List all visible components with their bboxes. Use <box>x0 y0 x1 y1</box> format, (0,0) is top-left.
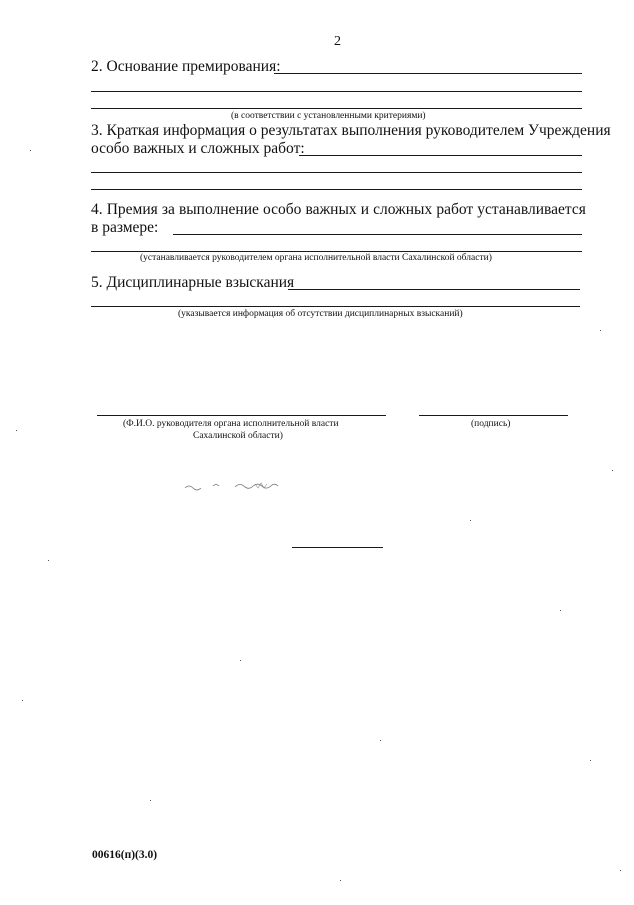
scan-speck <box>340 880 341 881</box>
scan-speck <box>620 870 621 871</box>
section4-line2: в размере: <box>91 219 159 236</box>
section4-word: особо <box>262 201 302 218</box>
scan-speck <box>612 470 613 471</box>
section5-fill-line-2 <box>91 306 580 307</box>
section4-word: за <box>161 201 175 218</box>
section3-fill-line-1 <box>299 155 582 156</box>
section5-label: 5. Дисциплинарные взыскания <box>91 274 295 291</box>
scan-speck <box>16 430 17 431</box>
scan-speck <box>22 700 23 701</box>
section2-hint: (в соответствии с установленными критериями) <box>231 111 426 121</box>
section4-hint: (устанавливается руководителем органа исполнительной власти Сахалинской области) <box>140 253 492 263</box>
scan-scribble <box>183 478 308 494</box>
section4-fill-line-2 <box>91 251 582 252</box>
section4-word: Премия <box>106 201 158 218</box>
scan-speck <box>560 610 561 611</box>
section2-fill-line-1 <box>274 73 582 74</box>
section4-word: выполнение <box>178 201 259 218</box>
name-caption-line2: Сахалинской области) <box>193 431 283 441</box>
section4-line1 <box>91 201 586 219</box>
sign-caption: (подпись) <box>471 419 511 429</box>
signature-line <box>419 415 568 416</box>
section2-label: 2. Основание премирования: <box>91 58 281 75</box>
scan-speck <box>48 560 49 561</box>
section3-line2: особо важных и сложных работ: <box>91 140 305 157</box>
section4-word: 4. <box>91 201 103 218</box>
end-line <box>292 547 383 548</box>
scan-speck <box>600 330 601 331</box>
section5-fill-line-1 <box>288 289 580 290</box>
section3-line1: 3. Краткая информация о результатах выполнения руководителем Учреждения <box>91 122 611 139</box>
name-caption-line1: (Ф.И.О. руководителя органа исполнительной власти <box>123 419 339 429</box>
section2-fill-line-2 <box>91 91 582 92</box>
scan-speck <box>150 800 151 801</box>
section4-fill-line-1 <box>173 234 582 235</box>
scan-speck <box>30 150 31 151</box>
section4-word: сложных <box>373 201 433 218</box>
section4-word: устанавливается <box>477 201 586 218</box>
name-line <box>97 415 386 416</box>
section3-fill-line-3 <box>91 189 582 190</box>
scan-speck <box>470 520 471 521</box>
section2-fill-line-3 <box>91 108 582 109</box>
scan-speck <box>380 740 381 741</box>
section5-hint: (указывается информация об отсутствии дисциплинарных взысканий) <box>178 309 463 319</box>
section4-word: работ <box>436 201 474 218</box>
scan-speck <box>590 760 591 761</box>
section3-fill-line-2 <box>91 172 582 173</box>
section4-word: и <box>360 201 369 218</box>
section4-word: важных <box>305 201 357 218</box>
document-code: 00616(п)(3.0) <box>92 849 158 861</box>
scan-speck <box>240 660 241 661</box>
page-number: 2 <box>334 34 341 49</box>
